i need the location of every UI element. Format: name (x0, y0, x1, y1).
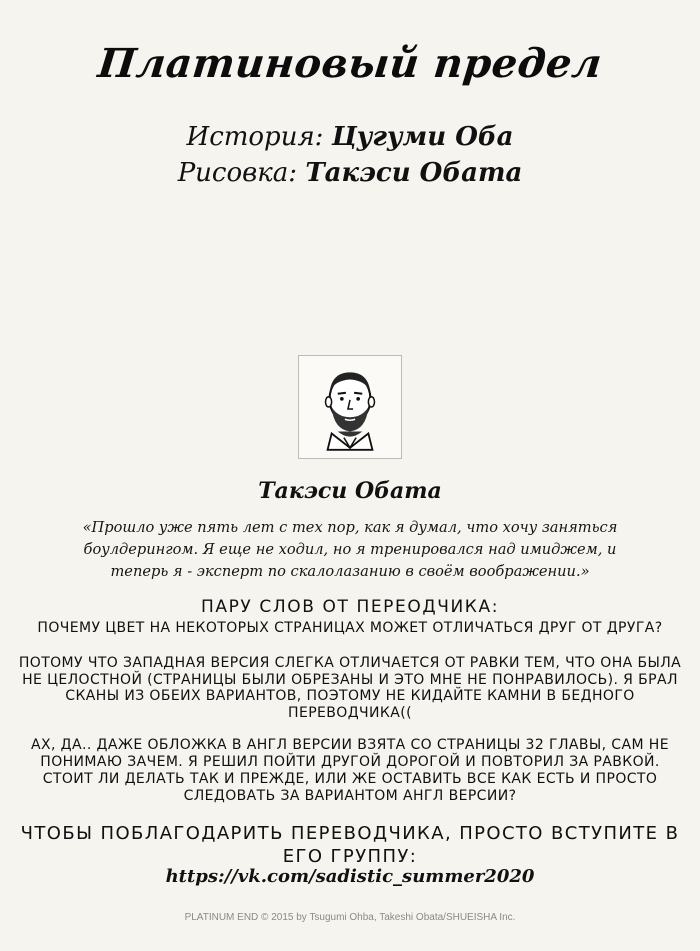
quote-line: теперь я - эксперт по скалолазанию в своём воображении.» (110, 563, 590, 580)
story-credit (0, 122, 700, 152)
translator-note-heading: ПАРУ СЛОВ ОТ ПЕРЕОДЧИКА: (200, 597, 500, 617)
art-label: Рисовка: (177, 158, 298, 188)
translator-note-answer: ПОТОМУ ЧТО ЗАПАДНАЯ ВЕРСИЯ СЛЕГКА ОТЛИЧАЕТСЯ ОТ РАВКИ ТЕМ, ЧТО ОНА БЫЛА НЕ ЦЕЛОСТНОЙ (СТРАНИЦЫ БЫЛИ ОБРЕЗАНЫ И ЭТО МНЕ НЕ ПОНРАВИЛОСЬ). Я БРАЛ СКАНЫ ИЗ ОБЕИХ ВАРИАНТОВ, ПОЭТОМУ НЕ КИДАЙТЕ КАМНИ В БЕДНОГО ПЕРЕВОДЧИКА(( (18, 655, 682, 721)
copyright-notice: PLATINUM END © 2015 by Tsugumi Ohba, Takeshi Obata/SHUEISHA Inc. (184, 912, 516, 923)
page-title: Платиновый предел (95, 40, 605, 87)
translator-thanks: ЧТОБЫ ПОБЛАГОДАРИТЬ ПЕРЕВОДЧИКА, ПРОСТО ВСТУПИТЕ В ЕГО ГРУППУ: (20, 823, 680, 867)
translator-group-link[interactable]: https://vk.com/sadistic_summer2020 (165, 866, 535, 887)
translator-note-cover: АХ, ДА.. ДАЖЕ ОБЛОЖКА В АНГЛ ВЕРСИИ ВЗЯТА СО СТРАНИЦЫ 32 ГЛАВЫ, САМ НЕ ПОНИМАЮ ЗАЧЕМ. Я РЕШИЛ ПОЙТИ ДРУГОЙ ДОРОГОЙ И ПОВТОРИЛ ЗА РАВКОЙ. СТОИТ ЛИ ДЕЛАТЬ ТАК И ПРЕЖДЕ, ИЛИ ЖЕ ОСТАВИТЬ ВСЕ КАК ЕСТЬ И ПРОСТО СЛЕДОВАТЬ ЗА ВАРИАНТОМ АНГЛ ВЕРСИИ? (31, 737, 669, 804)
author-name: Такэси Обата (258, 478, 442, 504)
quote-line: боулдерингом. Я еще не ходил, но я тренировался над имиджем, и (83, 541, 617, 558)
story-author-name: Цугуми Оба (331, 122, 514, 152)
art-credit (0, 158, 700, 188)
author-quote (60, 517, 640, 583)
art-author-name: Такэси Обата (305, 158, 523, 188)
author-portrait-icon (298, 355, 402, 459)
quote-line: «Прошло уже пять лет с тех пор, как я думал, что хочу заняться (82, 519, 618, 536)
translator-note-question: ПОЧЕМУ ЦВЕТ НА НЕКОТОРЫХ СТРАНИЦАХ МОЖЕТ ОТЛИЧАТЬСЯ ДРУГ ОТ ДРУГА? (37, 620, 663, 636)
story-label: История: (186, 122, 324, 152)
